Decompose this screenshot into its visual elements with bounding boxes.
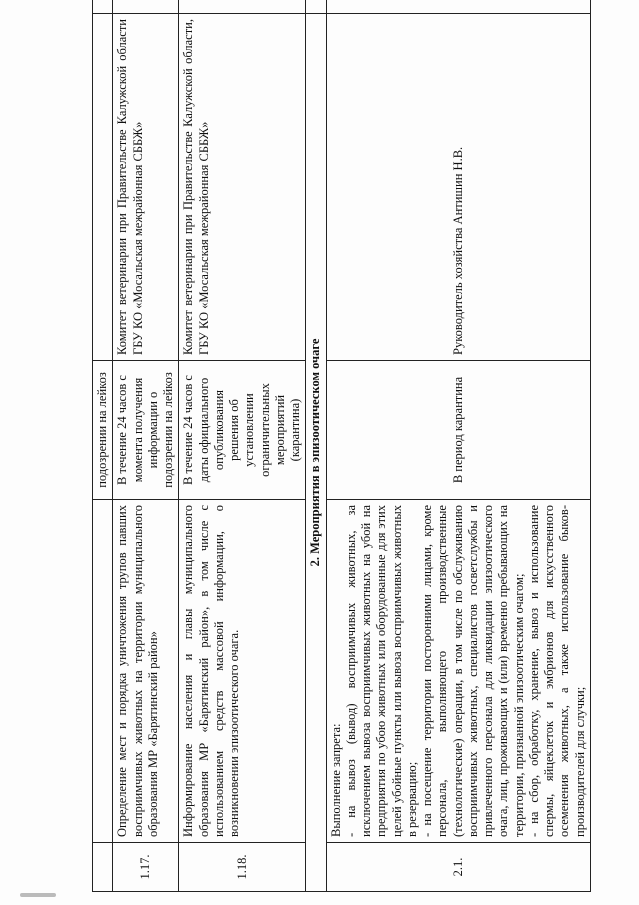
action-item: - на посещение территории посторонними лицами, кроме персонала, выполняющего производственные (технологические) операции, в том числе по обслуживанию восприимчивых животных, специалистов госветслужбы и привлеченного персонала для ликвидации эпизоотического очага, лиц, проживающих и (или) временно пребывающих на территории, признанной эпизоотическим очагом; bbox=[420, 505, 526, 837]
cell-term-continuation: подозрении на лейкоз bbox=[93, 361, 113, 500]
table-row bbox=[326, 0, 590, 892]
cell-mark-empty bbox=[113, 0, 179, 14]
action-item: - на сбор, обработку, хранение, вывоз и использование спермы, яйцеклеток и эмбрионов для искусственного осеменения животных, а также использование быков-производителей для случки; bbox=[526, 505, 587, 837]
row-responsible: Комитет ветеринарии при Правительстве Калужской области ГБУ КО «Мосальская межрайонная СББЖ» bbox=[113, 14, 179, 361]
row-number: 1.18. bbox=[179, 843, 306, 892]
row-term: В течение 24 часов с даты официального опубликования решения об установлении ограничительных мероприятий (карантина) bbox=[179, 361, 306, 500]
rotated-page bbox=[92, 12, 639, 892]
cell-action-empty bbox=[93, 500, 113, 843]
row-responsible: Руководитель хозяйства Антишин Н.В. bbox=[326, 14, 590, 361]
action-intro: Выполнение запрета: bbox=[328, 723, 343, 837]
table-row bbox=[179, 0, 306, 892]
cell-mark-empty bbox=[306, 0, 326, 14]
scan-smudge bbox=[20, 893, 56, 897]
row-number: 2.1. bbox=[326, 843, 590, 892]
row-number: 1.17. bbox=[113, 843, 179, 892]
row-action: Информирование населения и главы муниципального образования МР «Барятинский район», в том числе с использованием средств массовой информации, о возникновении эпизоотического очага. bbox=[179, 500, 306, 843]
action-item: - на вывоз (вывод) восприимчивых животных, за исключением вывоза восприимчивых животных на убой на предприятия по убою животных или оборудованные для этих целей убойные пункты или вывоза восприимчивых животных в резервацию; bbox=[343, 505, 419, 837]
section-title: 2. Мероприятия в эпизоотическом очаге bbox=[306, 14, 326, 892]
table-row-continuation bbox=[93, 0, 113, 892]
table-row bbox=[113, 0, 179, 892]
measures-table bbox=[92, 0, 591, 892]
cell-mark-empty bbox=[326, 0, 590, 14]
cell-mark-empty bbox=[179, 0, 306, 14]
row-action-list bbox=[326, 500, 590, 843]
row-term: В период карантина bbox=[326, 361, 590, 500]
cell-mark-empty bbox=[93, 0, 113, 14]
cell-responsible-empty bbox=[93, 14, 113, 361]
section-header-row bbox=[306, 0, 326, 892]
row-action: Определение мест и порядка уничтожения трупов павших восприимчивых животных на территории муниципального образования МР «Барятинский район» bbox=[113, 500, 179, 843]
cell-num-empty bbox=[93, 843, 113, 892]
row-term: В течение 24 часов с момента получения информации о подозрении на лейкоз bbox=[113, 361, 179, 500]
row-responsible: Комитет ветеринарии при Правительстве Калужской области, ГБУ КО «Мосальская межрайонная СББЖ» bbox=[179, 14, 306, 361]
